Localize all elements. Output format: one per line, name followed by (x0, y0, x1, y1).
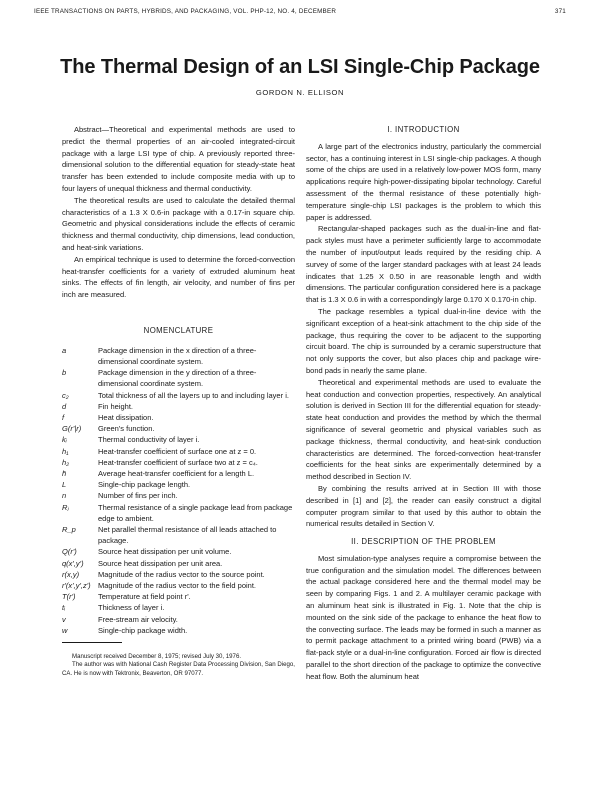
nomenclature-row (62, 423, 295, 434)
nomenclature-row (62, 412, 295, 423)
nomenclature-row (62, 580, 295, 591)
footnote-line: The author was with National Cash Register Data Processing Division, San Diego, CA. He is now with Tektronix, Beaverton, OR 97077. (62, 661, 295, 677)
nomenclature-definition: Heat-transfer coefficient of surface one at z = 0. (98, 446, 257, 456)
nomenclature-symbol: b (62, 368, 67, 378)
nomenclature-row (62, 569, 295, 580)
nomenclature-row (62, 434, 295, 445)
nomenclature-definition: Thickness of layer i. (98, 603, 165, 613)
footnote (62, 653, 295, 678)
nomenclature-symbol: q(x',y') (62, 558, 84, 568)
intro-paragraph: A large part of the electronics industry, particularly the commercial sector, has a continuing interest in LSI single-chip packages. A though some of the chips are used in a relatively low-power MOS form, many applications require high-power-dissipating bipolar technology. Careful assessment of the thermal resistance of these potentially high-temperature single-chip LSI packages is the problem to which this paper is addressed. (306, 141, 541, 222)
nomenclature-definition: Fin height. (98, 401, 134, 411)
nomenclature-row (62, 524, 295, 546)
nomenclature-symbol: w (62, 625, 68, 635)
nomenclature-definition: Green's function. (98, 424, 155, 434)
nomenclature-symbol: T(r') (62, 592, 76, 602)
nomenclature-definition: Average heat-transfer coefficient for a length L. (98, 468, 255, 478)
nomenclature-definition: Source heat dissipation per unit area. (98, 558, 223, 568)
nomenclature-symbol: d (62, 401, 67, 411)
nomenclature-symbol: tᵢ (62, 603, 66, 613)
journal-header: IEEE TRANSACTIONS ON PARTS, HYBRIDS, AND PACKAGING, VOL. PHP-12, NO. 4, DECEMBER (34, 8, 337, 15)
intro-paragraph: By combining the results arrived at in Section III with those described in [1] and [2], the reader can easily construct a digital computer program similar to that used by this author to obtain the numerical results detailed in Section V. (306, 483, 541, 529)
nomenclature-symbol: Q(r') (62, 547, 77, 557)
nomenclature-definition: Package dimension in the x direction of a three-dimensional coordinate system. (98, 345, 257, 366)
nomenclature-definition: Net parallel thermal resistance of all leads attached to package. (98, 525, 277, 546)
nomenclature-symbol: R_p (62, 525, 76, 534)
abstract (62, 124, 295, 301)
footnote-line: Manuscript received December 8, 1975; revised July 30, 1976. (72, 653, 242, 661)
introduction-heading: I. INTRODUCTION (387, 125, 460, 134)
nomenclature-definition: Number of fins per inch. (98, 491, 178, 501)
abstract-paragraph: The theoretical results are used to calculate the detailed thermal characteristics of a 1.3 X 0.6-in package with a 0.17-in square chip. Geometric and physical considerations include the effects of ceramic thickness and thermal conductivity, chip dimensions, lead conduction, and heat-sink variations. (62, 195, 295, 252)
intro-paragraph: Rectangular-shaped packages such as the dual-in-line and flat-pack styles must have a perimeter sufficiently large to accommodate the number of input/output leads required by the residing chip. A survey of some of the larger standard packages with at least 24 leads indicates that 1.25 X 0.50 in are reasonable length and width dimensions. The particular configuration considered here is a package that is 1.3 X 0.6 in with a correspondingly large 0.170 X 0.170-in chip. (306, 224, 541, 305)
nomenclature-row (62, 367, 295, 389)
nomenclature-row (62, 446, 295, 457)
nomenclature-row (62, 614, 295, 625)
running-head (34, 8, 566, 15)
nomenclature-definition: Thermal resistance of a single package lead from package edge to ambient. (98, 502, 293, 523)
nomenclature-symbol: h₁ (62, 446, 69, 456)
nomenclature-symbol: kᵢ (62, 435, 67, 445)
right-column (306, 124, 541, 683)
nomenclature-row (62, 546, 295, 557)
nomenclature-symbol: h₂ (62, 457, 70, 467)
nomenclature-symbol: L (62, 480, 67, 490)
nomenclature-symbol: h̄ (62, 468, 67, 478)
nomenclature-symbol: G(r'|r) (62, 424, 82, 434)
nomenclature-symbol: r(x,y) (62, 569, 80, 579)
paper-author: GORDON N. ELLISON (255, 88, 345, 97)
abstract-paragraph: Abstract—Theoretical and experimental methods are used to predict the thermal properties of an air-cooled integrated-circuit package with a large LSI type of chip. A previously reported three-dimensional solution to the differential equation for steady-state heat transfer has been extended to include composite media with up to four layers of unequal thickness and thermal conductivity. (62, 125, 295, 193)
nomenclature-definition: Magnitude of the radius vector to the field point. (98, 581, 257, 591)
problem-heading: II. DESCRIPTION OF THE PROBLEM (351, 537, 496, 547)
nomenclature-row (62, 502, 295, 524)
nomenclature-row (62, 625, 295, 636)
nomenclature-row (62, 401, 295, 412)
nomenclature-symbol: v (62, 614, 66, 624)
nomenclature-row (62, 602, 295, 613)
nomenclature-symbol: a (62, 345, 67, 355)
problem-paragraph: Most simulation-type analyses require a compromise between the true configuration and the simulation model. The differences between the actual package considered here and the thermal model may be seen by comparing Figs. 1 and 2. A multilayer ceramic package with an aluminum heat sink is illustrated in Fig. 1. Note that the chip is mounted on the sink side of the package to enhance the heat flow to the convecting surface. The leads may be formed in such a manner as to permit package attachment to a printed wiring board (PWB) via a flat-pack style or a dual-in-line configuration. Forced air flow is directed parallel to the short direction of the package to optimize the convective heat flow. Both the aluminum heat (306, 553, 541, 681)
nomenclature-row (62, 390, 295, 401)
nomenclature-definition: Magnitude of the radius vector to the source point. (98, 569, 265, 579)
nomenclature-definition: Source heat dissipation per unit volume. (98, 547, 232, 557)
intro-paragraph: Theoretical and experimental methods are used to evaluate the heat conduction and convection properties, respectively. An analytical solution is derived in Section III for the differential equation for steady-state heat conduction and provides the method by which the thermal significance of several geometric and physical variables such as package thickness, thermal conductivity, and heat-sink conduction characteristics are determined. The forced-convection heat-transfer coefficients for the heat sinks are experimentally determined by a method described in Section IV. (306, 377, 541, 482)
nomenclature-row (62, 591, 295, 602)
nomenclature-row (62, 479, 295, 490)
nomenclature-definition: Temperature at field point r'. (98, 592, 191, 602)
nomenclature-definition: Heat-transfer coefficient of surface two at z = c₄. (98, 457, 258, 467)
nomenclature-heading: NOMENCLATURE (143, 325, 214, 335)
nomenclature-definition: Single-chip package length. (98, 480, 191, 490)
left-column (62, 124, 295, 678)
nomenclature-row (62, 468, 295, 479)
intro-paragraph: The package resembles a typical dual-in-line device with the significant exception of a heat-sink attachment to the chip side of the package, thus requiring the cover to be adjacent to the supporting circuit board. The chip is surrounded by a ceramic superstructure that not only supports the cover, but also places chip and package wire-bond pads in nearly the same plane. (306, 306, 541, 375)
nomenclature-row (62, 345, 295, 367)
paper-title: The Thermal Design of an LSI Single-Chip Package (60, 56, 540, 78)
nomenclature-definition: Total thickness of all the layers up to and including layer i. (98, 390, 289, 400)
nomenclature-symbol: n (62, 491, 67, 501)
abstract-paragraph: An empirical technique is used to determine the forced-convection heat-transfer coefficients for a variety of extruded aluminum heat sinks. The effects of fin length, air velocity, and number of fins per inch are measured. (62, 254, 295, 300)
nomenclature-row (62, 490, 295, 501)
nomenclature-definition: Single-chip package width. (98, 625, 188, 635)
page-number: 371 (554, 8, 566, 15)
nomenclature-definition: Free-stream air velocity. (98, 614, 178, 624)
nomenclature-row (62, 558, 295, 569)
nomenclature-symbol: r'(x',y',z') (62, 581, 91, 591)
nomenclature-symbol: Rⱼ (62, 502, 69, 512)
nomenclature-symbol: f (62, 412, 65, 422)
nomenclature-definition: Thermal conductivity of layer i. (98, 435, 200, 445)
nomenclature-definition: Package dimension in the y direction of a three-dimensional coordinate system. (98, 368, 257, 389)
nomenclature-symbol: c₂ (62, 390, 69, 400)
nomenclature-row (62, 457, 295, 468)
footnote-divider (62, 642, 122, 643)
nomenclature-list (62, 345, 295, 636)
nomenclature-definition: Heat dissipation. (98, 412, 154, 422)
